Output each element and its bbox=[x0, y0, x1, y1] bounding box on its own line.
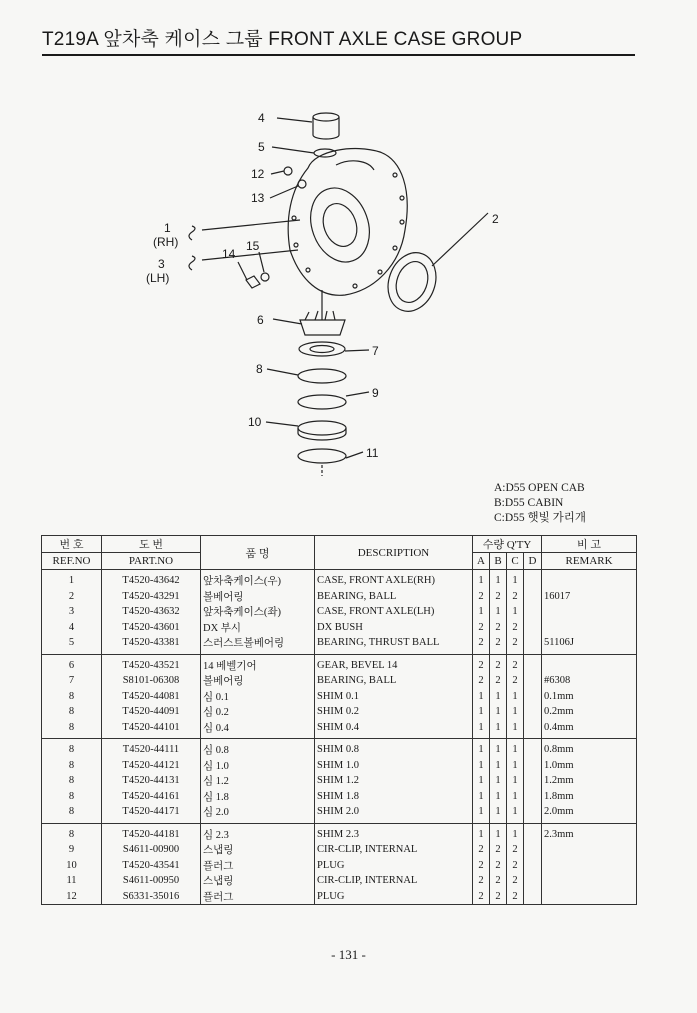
description-cell: BEARING, THRUST BALL bbox=[315, 635, 473, 654]
part-no-cell: T4520-44171 bbox=[102, 804, 201, 823]
header-ref-ko: 번 호 bbox=[42, 536, 102, 553]
ref-no-cell: 8 bbox=[42, 704, 102, 720]
qty-c-cell: 2 bbox=[507, 673, 524, 689]
remark-cell: 0.4mm bbox=[542, 720, 637, 739]
header-name-ko: 품 명 bbox=[201, 536, 315, 570]
description-cell: DX BUSH bbox=[315, 620, 473, 636]
qty-a-cell: 2 bbox=[473, 654, 490, 673]
header-qty-a: A bbox=[473, 553, 490, 570]
legend-a: A:D55 OPEN CAB bbox=[494, 482, 585, 494]
part-name-ko-cell: 볼베어링 bbox=[201, 673, 315, 689]
header-part-en: PART.NO bbox=[102, 553, 201, 570]
ref-no-cell: 11 bbox=[42, 873, 102, 889]
qty-c-cell: 2 bbox=[507, 858, 524, 874]
qty-b-cell: 2 bbox=[490, 654, 507, 673]
table-row bbox=[42, 689, 637, 705]
table-row bbox=[42, 570, 637, 589]
remark-cell bbox=[542, 654, 637, 673]
qty-c-cell: 1 bbox=[507, 704, 524, 720]
part-no-cell: S8101-06308 bbox=[102, 673, 201, 689]
description-cell: SHIM 0.4 bbox=[315, 720, 473, 739]
part-no-cell: T4520-43632 bbox=[102, 604, 201, 620]
ref-no-cell: 6 bbox=[42, 654, 102, 673]
part-name-ko-cell: 볼베어링 bbox=[201, 589, 315, 605]
qty-a-cell: 2 bbox=[473, 889, 490, 905]
qty-d-cell bbox=[524, 720, 542, 739]
part-name-ko-cell: DX 부시 bbox=[201, 620, 315, 636]
qty-b-cell: 2 bbox=[490, 858, 507, 874]
qty-b-cell: 1 bbox=[490, 720, 507, 739]
qty-c-cell: 2 bbox=[507, 589, 524, 605]
qty-c-cell: 1 bbox=[507, 570, 524, 589]
part-name-ko-cell: 심 1.2 bbox=[201, 773, 315, 789]
parts-table bbox=[41, 535, 637, 905]
header-ref-en: REF.NO bbox=[42, 553, 102, 570]
callout-5: 5 bbox=[258, 140, 265, 154]
part-no-cell: T4520-43521 bbox=[102, 654, 201, 673]
remark-cell bbox=[542, 858, 637, 874]
callout-rh: (RH) bbox=[153, 235, 179, 249]
remark-cell: 1.0mm bbox=[542, 758, 637, 774]
description-cell: CASE, FRONT AXLE(RH) bbox=[315, 570, 473, 589]
description-cell: CIR-CLIP, INTERNAL bbox=[315, 873, 473, 889]
table-row bbox=[42, 842, 637, 858]
ref-no-cell: 4 bbox=[42, 620, 102, 636]
plug-part-14 bbox=[246, 276, 260, 288]
qty-b-cell: 2 bbox=[490, 673, 507, 689]
remark-cell bbox=[542, 570, 637, 589]
callout-1: 1 bbox=[164, 221, 171, 235]
qty-a-cell: 2 bbox=[473, 635, 490, 654]
part-name-ko-cell: 심 0.4 bbox=[201, 720, 315, 739]
part-name-ko-cell: 스냅링 bbox=[201, 873, 315, 889]
description-cell: CASE, FRONT AXLE(LH) bbox=[315, 604, 473, 620]
part-name-ko-cell: 심 2.3 bbox=[201, 823, 315, 842]
part-no-cell: T4520-43601 bbox=[102, 620, 201, 636]
circlip-part-11 bbox=[298, 449, 346, 463]
description-cell: SHIM 0.8 bbox=[315, 739, 473, 758]
part-no-cell: T4520-43642 bbox=[102, 570, 201, 589]
qty-a-cell: 1 bbox=[473, 773, 490, 789]
qty-c-cell: 1 bbox=[507, 789, 524, 805]
header-description: DESCRIPTION bbox=[315, 536, 473, 570]
oil-seal-part bbox=[380, 246, 444, 318]
qty-a-cell: 1 bbox=[473, 704, 490, 720]
part-name-ko-cell: 플러그 bbox=[201, 889, 315, 905]
part-no-cell: T4520-44111 bbox=[102, 739, 201, 758]
ref-no-cell: 8 bbox=[42, 739, 102, 758]
qty-b-cell: 1 bbox=[490, 570, 507, 589]
part-no-cell: T4520-43541 bbox=[102, 858, 201, 874]
qty-d-cell bbox=[524, 673, 542, 689]
qty-d-cell bbox=[524, 589, 542, 605]
part-name-ko-cell: 14 베벨기어 bbox=[201, 654, 315, 673]
part-name-ko-cell: 앞차축케이스(우) bbox=[201, 570, 315, 589]
table-row bbox=[42, 620, 637, 636]
ref-no-cell: 8 bbox=[42, 773, 102, 789]
model-legend bbox=[494, 481, 586, 526]
qty-a-cell: 1 bbox=[473, 823, 490, 842]
part-name-ko-cell: 심 1.8 bbox=[201, 789, 315, 805]
qty-a-cell: 2 bbox=[473, 673, 490, 689]
callout-7: 7 bbox=[372, 344, 379, 358]
qty-b-cell: 2 bbox=[490, 889, 507, 905]
page-number: - 131 - bbox=[331, 947, 366, 962]
remark-cell: 0.2mm bbox=[542, 704, 637, 720]
part-no-cell: T4520-44181 bbox=[102, 823, 201, 842]
description-cell: PLUG bbox=[315, 858, 473, 874]
qty-a-cell: 1 bbox=[473, 804, 490, 823]
part-name-ko-cell: 심 2.0 bbox=[201, 804, 315, 823]
ref-no-cell: 12 bbox=[42, 889, 102, 905]
qty-d-cell bbox=[524, 758, 542, 774]
qty-c-cell: 2 bbox=[507, 620, 524, 636]
qty-c-cell: 2 bbox=[507, 842, 524, 858]
table-row bbox=[42, 704, 637, 720]
qty-d-cell bbox=[524, 889, 542, 905]
part-name-ko-cell: 스러스트볼베어링 bbox=[201, 635, 315, 654]
remark-cell: 0.8mm bbox=[542, 739, 637, 758]
header-qty-d: D bbox=[524, 553, 542, 570]
qty-d-cell bbox=[524, 823, 542, 842]
qty-a-cell: 2 bbox=[473, 589, 490, 605]
qty-b-cell: 1 bbox=[490, 804, 507, 823]
qty-a-cell: 2 bbox=[473, 842, 490, 858]
qty-a-cell: 1 bbox=[473, 789, 490, 805]
callout-11: 11 bbox=[366, 446, 379, 460]
remark-cell: 2.0mm bbox=[542, 804, 637, 823]
description-cell: GEAR, BEVEL 14 bbox=[315, 654, 473, 673]
header-remark-ko: 비 고 bbox=[542, 536, 637, 553]
part-name-ko-cell: 심 1.0 bbox=[201, 758, 315, 774]
table-row bbox=[42, 804, 637, 823]
part-no-cell: S6331-35016 bbox=[102, 889, 201, 905]
callout-12: 12 bbox=[251, 167, 265, 181]
qty-c-cell: 1 bbox=[507, 804, 524, 823]
qty-a-cell: 2 bbox=[473, 858, 490, 874]
remark-cell bbox=[542, 604, 637, 620]
callout-15: 15 bbox=[246, 239, 260, 253]
qty-b-cell: 1 bbox=[490, 758, 507, 774]
ref-no-cell: 8 bbox=[42, 758, 102, 774]
ref-no-cell: 8 bbox=[42, 689, 102, 705]
shim-part bbox=[298, 369, 346, 383]
part-no-cell: S4611-00950 bbox=[102, 873, 201, 889]
qty-d-cell bbox=[524, 873, 542, 889]
table-row bbox=[42, 635, 637, 654]
remark-cell: 51106J bbox=[542, 635, 637, 654]
table-row bbox=[42, 589, 637, 605]
table-row bbox=[42, 739, 637, 758]
qty-d-cell bbox=[524, 858, 542, 874]
qty-b-cell: 1 bbox=[490, 704, 507, 720]
legend-c: C:D55 햇빛 가리개 bbox=[494, 512, 586, 524]
callout-4: 4 bbox=[258, 111, 265, 125]
qty-d-cell bbox=[524, 773, 542, 789]
description-cell: SHIM 0.2 bbox=[315, 704, 473, 720]
description-cell: BEARING, BALL bbox=[315, 673, 473, 689]
qty-d-cell bbox=[524, 689, 542, 705]
table-row bbox=[42, 858, 637, 874]
part-no-cell: T4520-44121 bbox=[102, 758, 201, 774]
table-row bbox=[42, 758, 637, 774]
qty-c-cell: 2 bbox=[507, 635, 524, 654]
ref-no-cell: 10 bbox=[42, 858, 102, 874]
ref-no-cell: 8 bbox=[42, 823, 102, 842]
remark-cell bbox=[542, 842, 637, 858]
qty-c-cell: 2 bbox=[507, 654, 524, 673]
axle-case-part bbox=[288, 149, 407, 296]
table-row bbox=[42, 789, 637, 805]
qty-b-cell: 2 bbox=[490, 635, 507, 654]
remark-cell bbox=[542, 620, 637, 636]
callout-3: 3 bbox=[158, 257, 165, 271]
table-row bbox=[42, 773, 637, 789]
qty-c-cell: 1 bbox=[507, 739, 524, 758]
qty-b-cell: 1 bbox=[490, 773, 507, 789]
qty-b-cell: 1 bbox=[490, 689, 507, 705]
ref-no-cell: 9 bbox=[42, 842, 102, 858]
circlip-part-15 bbox=[261, 273, 269, 281]
description-cell: PLUG bbox=[315, 889, 473, 905]
part-name-ko-cell: 앞차축케이스(좌) bbox=[201, 604, 315, 620]
qty-d-cell bbox=[524, 654, 542, 673]
qty-d-cell bbox=[524, 570, 542, 589]
description-cell: SHIM 1.8 bbox=[315, 789, 473, 805]
callout-lh: (LH) bbox=[146, 271, 170, 285]
qty-a-cell: 1 bbox=[473, 604, 490, 620]
callout-6: 6 bbox=[257, 313, 264, 327]
table-row bbox=[42, 720, 637, 739]
description-cell: SHIM 2.3 bbox=[315, 823, 473, 842]
qty-b-cell: 2 bbox=[490, 873, 507, 889]
description-cell: SHIM 2.0 bbox=[315, 804, 473, 823]
exploded-parts-diagram bbox=[140, 100, 500, 480]
ref-no-cell: 2 bbox=[42, 589, 102, 605]
description-cell: BEARING, BALL bbox=[315, 589, 473, 605]
ref-no-cell: 3 bbox=[42, 604, 102, 620]
legend-b: B:D55 CABIN bbox=[494, 497, 564, 509]
qty-c-cell: 1 bbox=[507, 604, 524, 620]
part-name-ko-cell: 스냅링 bbox=[201, 842, 315, 858]
header-qty: 수량 Q'TY bbox=[473, 536, 542, 553]
snap-ring-part bbox=[298, 180, 306, 188]
qty-c-cell: 1 bbox=[507, 773, 524, 789]
qty-d-cell bbox=[524, 789, 542, 805]
plug-part-10 bbox=[298, 421, 346, 435]
remark-cell: 1.8mm bbox=[542, 789, 637, 805]
remark-cell: 0.1mm bbox=[542, 689, 637, 705]
qty-a-cell: 1 bbox=[473, 739, 490, 758]
remark-cell: 1.2mm bbox=[542, 773, 637, 789]
qty-b-cell: 1 bbox=[490, 604, 507, 620]
qty-c-cell: 2 bbox=[507, 889, 524, 905]
part-name-ko-cell: 플러그 bbox=[201, 858, 315, 874]
part-no-cell: T4520-43381 bbox=[102, 635, 201, 654]
qty-d-cell bbox=[524, 635, 542, 654]
qty-a-cell: 1 bbox=[473, 720, 490, 739]
part-no-cell: T4520-44101 bbox=[102, 720, 201, 739]
qty-b-cell: 1 bbox=[490, 823, 507, 842]
part-no-cell: T4520-44161 bbox=[102, 789, 201, 805]
part-no-cell: S4611-00900 bbox=[102, 842, 201, 858]
qty-d-cell bbox=[524, 739, 542, 758]
qty-b-cell: 2 bbox=[490, 842, 507, 858]
callout-9: 9 bbox=[372, 386, 379, 400]
header-part-ko: 도 번 bbox=[102, 536, 201, 553]
header-qty-c: C bbox=[507, 553, 524, 570]
ref-no-cell: 5 bbox=[42, 635, 102, 654]
ref-no-cell: 8 bbox=[42, 804, 102, 823]
remark-cell: 2.3mm bbox=[542, 823, 637, 842]
table-row bbox=[42, 823, 637, 842]
title-rule bbox=[42, 54, 635, 56]
qty-c-cell: 1 bbox=[507, 689, 524, 705]
ball-bearing-part bbox=[299, 342, 345, 356]
qty-d-cell bbox=[524, 704, 542, 720]
part-no-cell: T4520-44131 bbox=[102, 773, 201, 789]
description-cell: SHIM 0.1 bbox=[315, 689, 473, 705]
header-qty-b: B bbox=[490, 553, 507, 570]
remark-cell: #6308 bbox=[542, 673, 637, 689]
table-row bbox=[42, 654, 637, 673]
remark-cell bbox=[542, 889, 637, 905]
callout-14: 14 bbox=[222, 247, 236, 261]
description-cell: CIR-CLIP, INTERNAL bbox=[315, 842, 473, 858]
qty-c-cell: 2 bbox=[507, 873, 524, 889]
description-cell: SHIM 1.2 bbox=[315, 773, 473, 789]
qty-d-cell bbox=[524, 604, 542, 620]
remark-cell: 16017 bbox=[542, 589, 637, 605]
page-title: T219A 앞차축 케이스 그룹 FRONT AXLE CASE GROUP bbox=[42, 29, 523, 50]
part-no-cell: T4520-43291 bbox=[102, 589, 201, 605]
callout-2: 2 bbox=[492, 212, 499, 226]
ref-no-cell: 1 bbox=[42, 570, 102, 589]
plug-part bbox=[284, 167, 292, 175]
part-name-ko-cell: 심 0.8 bbox=[201, 739, 315, 758]
qty-a-cell: 2 bbox=[473, 873, 490, 889]
table-row bbox=[42, 604, 637, 620]
ref-no-cell: 8 bbox=[42, 720, 102, 739]
callout-13: 13 bbox=[251, 191, 265, 205]
bevel-gear-part bbox=[300, 320, 345, 335]
qty-b-cell: 2 bbox=[490, 589, 507, 605]
circlip-part bbox=[298, 395, 346, 409]
header-remark-en: REMARK bbox=[542, 553, 637, 570]
table-row bbox=[42, 673, 637, 689]
qty-c-cell: 1 bbox=[507, 720, 524, 739]
ref-no-cell: 8 bbox=[42, 789, 102, 805]
part-no-cell: T4520-44091 bbox=[102, 704, 201, 720]
part-name-ko-cell: 심 0.2 bbox=[201, 704, 315, 720]
callout-8: 8 bbox=[256, 362, 263, 376]
qty-a-cell: 1 bbox=[473, 689, 490, 705]
qty-a-cell: 1 bbox=[473, 570, 490, 589]
part-no-cell: T4520-44081 bbox=[102, 689, 201, 705]
qty-b-cell: 1 bbox=[490, 789, 507, 805]
qty-c-cell: 1 bbox=[507, 823, 524, 842]
qty-a-cell: 2 bbox=[473, 620, 490, 636]
table-row bbox=[42, 873, 637, 889]
bush-part bbox=[313, 113, 339, 121]
remark-cell bbox=[542, 873, 637, 889]
part-name-ko-cell: 심 0.1 bbox=[201, 689, 315, 705]
qty-b-cell: 2 bbox=[490, 620, 507, 636]
qty-d-cell bbox=[524, 804, 542, 823]
qty-d-cell bbox=[524, 842, 542, 858]
description-cell: SHIM 1.0 bbox=[315, 758, 473, 774]
qty-a-cell: 1 bbox=[473, 758, 490, 774]
qty-c-cell: 1 bbox=[507, 758, 524, 774]
table-row bbox=[42, 889, 637, 905]
qty-b-cell: 1 bbox=[490, 739, 507, 758]
qty-d-cell bbox=[524, 620, 542, 636]
ref-no-cell: 7 bbox=[42, 673, 102, 689]
callout-10: 10 bbox=[248, 415, 262, 429]
